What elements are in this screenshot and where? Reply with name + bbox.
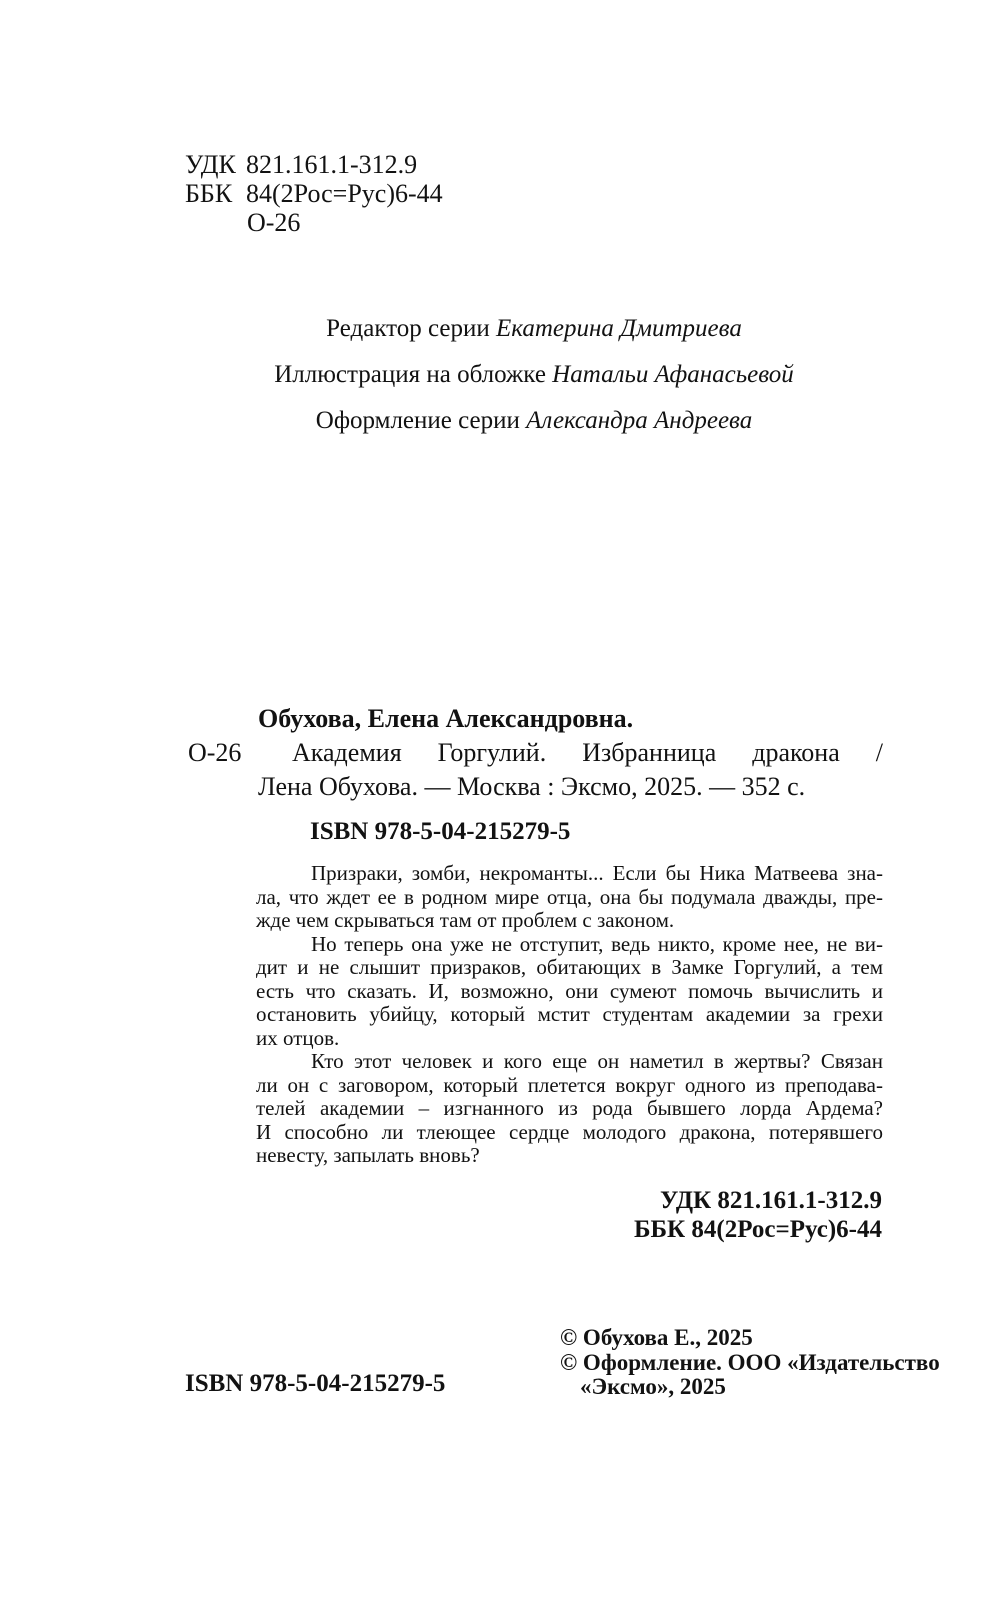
catalog-card [185,702,883,804]
series-credits [185,306,883,444]
annotation-line: Призраки, зомби, некроманты... Если бы Ника Матвеева зна- [311,861,883,885]
copyright-block [560,1325,940,1400]
annotation-line: ла, что ждет ее в родном мире отца, она бы подумала дважды, пре- [256,884,883,909]
annotation-line: И способно ли тлеющее сердце молодого дракона, потерявшего [256,1119,883,1144]
credit-name: Александра Андреева [526,407,753,434]
annotation-line: ли он с заговором, который плетется вокруг одного из преподава- [256,1072,883,1097]
annotation-line: Но теперь она уже не отступит, ведь никто, кроме нее, не ви- [311,931,883,956]
annotation [256,862,883,1168]
footer-isbn: ISBN 978-5-04-215279-5 [185,1370,446,1397]
credit-role: Иллюстрация на обложке [274,361,553,388]
udk-line [185,150,443,179]
catalog-isbn: ISBN 978-5-04-215279-5 [310,818,571,845]
udk-line-bottom: УДК 821.161.1-312.9 [660,1187,882,1214]
annotation-line: остановить убийцу, который мстит студентам академии за грехи [256,1002,883,1026]
credit-role: Оформление серии [315,407,527,434]
credit-series-editor [185,306,883,352]
bbk-line [185,179,443,208]
udk-label: УДК [185,150,236,179]
catalog-title-line: Академия Горгулий. Избранница дракона / [292,738,883,767]
annotation-line: невесту, запылать вновь? [256,1143,480,1167]
bbk-label: ББК [185,179,233,208]
annotation-line: жде чем скрываться там от проблем с законом. [256,908,675,932]
annotation-line: есть что сказать. И, возможно, они сумеют помочь вычислить и [256,978,883,1003]
udk-value: 821.161.1-312.9 [246,150,418,179]
copyright-design: © Оформление. ООО «Издательство [560,1349,940,1375]
annotation-line: Кто этот человек и кого еще он наметил в жертвы? Связан [311,1049,883,1073]
catalog-imprint-line: Лена Обухова. — Москва : Эксмо, 2025. — 352 с. [258,772,806,801]
annotation-line: телей академии – изгнанного из рода бывшего лорда Ардема? [256,1096,883,1120]
author-sign: О-26 [247,208,301,237]
credit-name: Екатерина Дмитриева [495,315,742,342]
classification-block-top [185,150,443,237]
catalog-author-sign: О-26 [188,738,242,767]
copyright-author: © Обухова Е., 2025 [560,1325,753,1350]
credit-role: Редактор серии [326,315,496,342]
credit-name: Натальи Афанасьевой [552,361,794,388]
classification-block-bottom [185,1186,882,1244]
annotation-line: дит и не слышит призраков, обитающих в Замке Горгулий, а тем [256,955,883,979]
bbk-value: 84(2Рос=Рус)6-44 [246,179,443,208]
bbk-line-bottom: ББК 84(2Рос=Рус)6-44 [634,1216,882,1243]
copyright-design-cont: «Эксмо», 2025 [580,1374,726,1399]
annotation-line: их отцов. [256,1025,340,1050]
catalog-entry-line [185,736,883,770]
credit-cover-illustration [185,352,883,398]
credit-series-design [185,398,883,444]
catalog-author-heading: Обухова, Елена Александровна. [258,704,634,733]
